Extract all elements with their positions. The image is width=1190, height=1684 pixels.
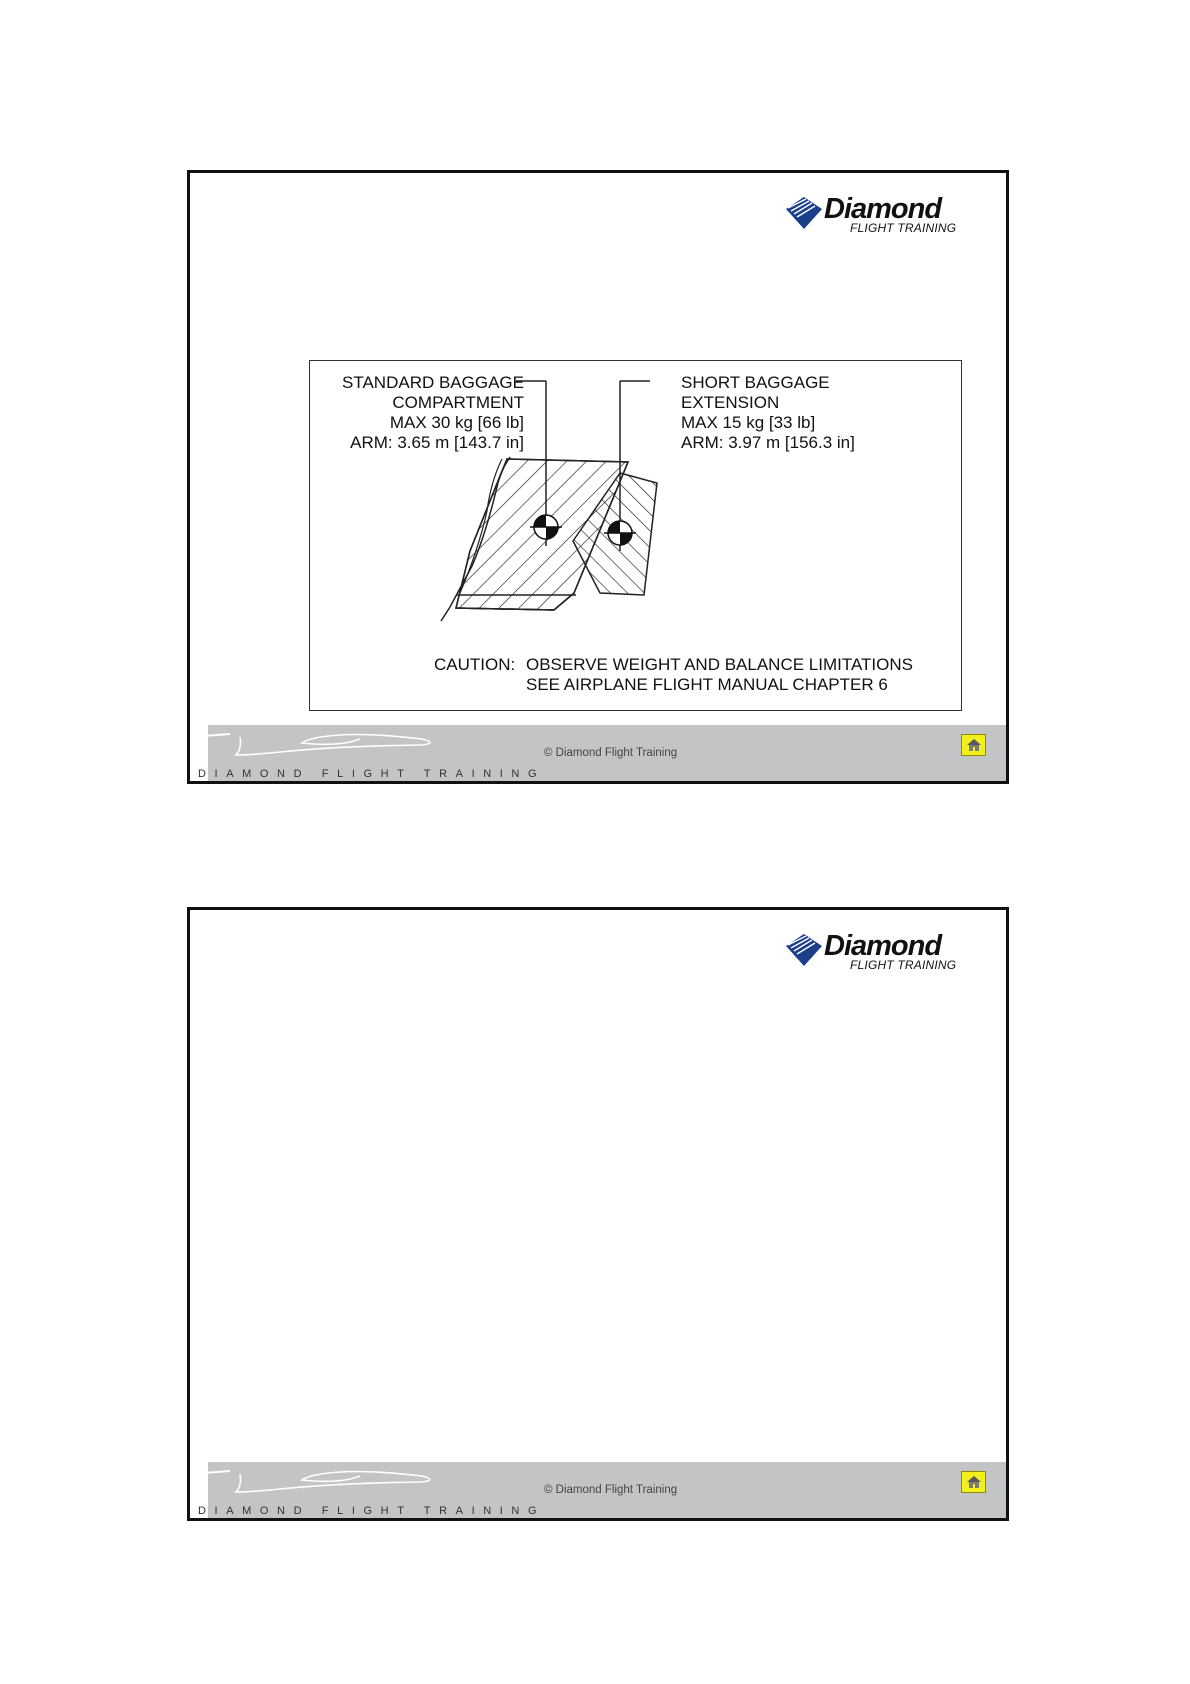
home-icon — [966, 1475, 982, 1489]
caution-line-1: OBSERVE WEIGHT AND BALANCE LIMITATIONS — [526, 655, 913, 674]
copyright-text: © Diamond Flight Training — [544, 1484, 678, 1496]
copyright-text: © Diamond Flight Training — [544, 747, 678, 759]
standard-arm: ARM: 3.65 m [143.7 in] — [350, 433, 524, 452]
footer-brand-text: DIAMOND FLIGHT TRAINING — [198, 768, 546, 780]
logo-wordmark: Diamond — [824, 193, 942, 225]
short-max-weight: MAX 15 kg [33 lb] — [681, 413, 816, 432]
short-arm: ARM: 3.97 m [156.3 in] — [681, 433, 855, 452]
footer-brand-text: DIAMOND FLIGHT TRAINING — [198, 1505, 546, 1517]
logo-subtitle: FLIGHT TRAINING — [850, 958, 957, 972]
standard-title: STANDARD BAGGAGE — [342, 373, 524, 392]
aircraft-swoosh-icon — [190, 1462, 470, 1506]
slide-1 — [187, 170, 1009, 784]
slide-2 — [187, 907, 1009, 1521]
home-icon — [966, 738, 982, 752]
home-button[interactable] — [961, 734, 986, 756]
standard-baggage-label — [334, 373, 524, 453]
aircraft-swoosh-icon — [190, 725, 470, 769]
short-subtitle: EXTENSION — [681, 393, 780, 412]
caution-label: CAUTION: — [434, 655, 516, 674]
home-button[interactable] — [961, 1471, 986, 1493]
logo-subtitle: FLIGHT TRAINING — [850, 221, 957, 235]
caution-note — [434, 655, 913, 695]
short-baggage-label — [681, 373, 855, 453]
standard-max-weight: MAX 30 kg [66 lb] — [389, 413, 524, 432]
diamond-logo-icon — [782, 932, 824, 968]
slide-footer — [198, 725, 1006, 781]
diamond-logo-icon — [782, 195, 824, 231]
short-title: SHORT BAGGAGE — [681, 373, 830, 392]
logo-wordmark: Diamond — [824, 930, 942, 962]
slide-footer — [198, 1462, 1006, 1518]
standard-subtitle: COMPARTMENT — [392, 393, 524, 412]
baggage-placard — [309, 360, 962, 711]
caution-line-2: SEE AIRPLANE FLIGHT MANUAL CHAPTER 6 — [526, 675, 888, 694]
diamond-logo — [782, 193, 962, 237]
diamond-logo — [782, 930, 962, 974]
